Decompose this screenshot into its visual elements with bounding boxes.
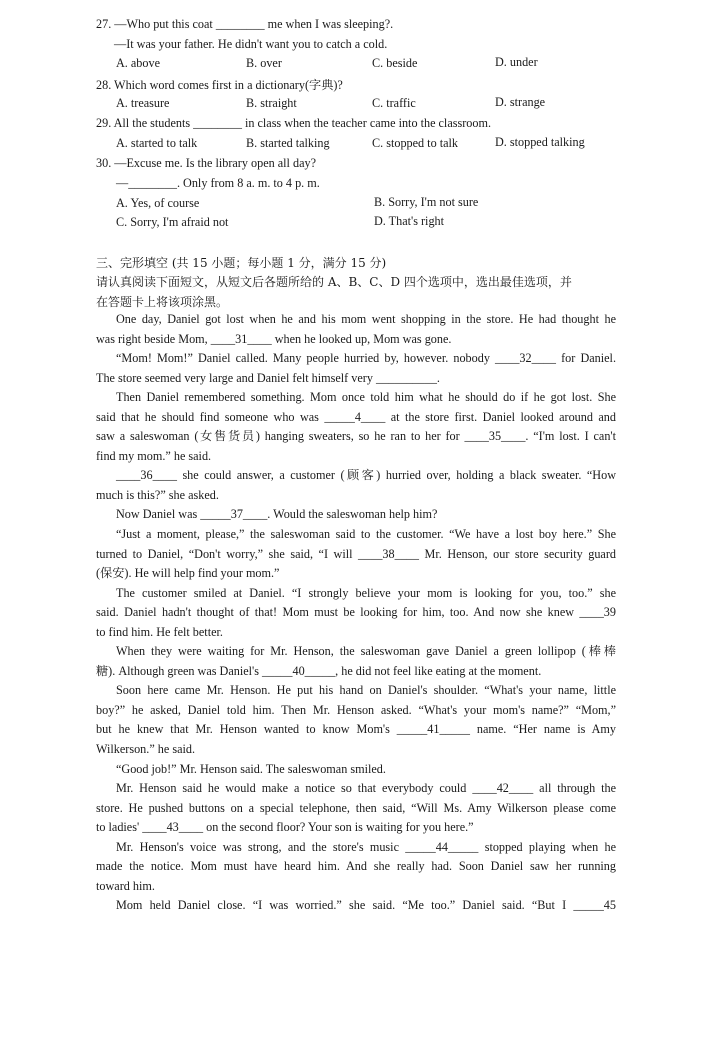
passage-line: store. He pushed buttons on a special telephone, then said, “Will Ms. Amy Wilkerson please come — [96, 800, 616, 815]
question-28-option-d: D. strange — [495, 95, 546, 109]
passage-line: Mom held Daniel close. “I was worried.” she said. “Me too.” Daniel said. “But I _____45 — [116, 898, 616, 913]
passage-line: boy?” he asked, Daniel told him. Then Mr. Henson asked. “What's your mom's name?” “Mom,” — [96, 702, 616, 717]
section-instructions-line-2: 在答题卡上将该项涂黑。 — [96, 295, 229, 309]
passage-line: One day, Daniel got lost when he and his mom went shopping in the store. He had thought he — [116, 312, 616, 326]
question-27-option-c: C. beside — [372, 56, 418, 70]
passage-line: When they were waiting for Mr. Henson, the saleswoman gave Daniel a green lollipop (棒棒 — [116, 644, 616, 659]
question-30-stem: 30. —Excuse me. Is the library open all day? — [96, 156, 316, 170]
question-29-option-a: A. started to talk — [116, 136, 198, 150]
passage-line: Mr. Henson said he would make a notice so that everybody could ____42____ all through the — [116, 781, 616, 796]
passage-line: much is this?” she asked. — [96, 487, 219, 502]
passage-line: saw a saleswoman (女售货员) hanging sweaters, so he ran to her for ____35____. “I'm lost. I can't — [96, 429, 616, 444]
passage-line: Then Daniel remembered something. Mom once told him what he should do if he got lost. She — [116, 390, 616, 405]
passage-line: 糖). Although green was Daniel's _____40_____, he did not feel like eating at the moment. — [96, 663, 542, 678]
passage-line: Wilkerson.” he said. — [96, 742, 196, 757]
question-27-option-d: D. under — [495, 55, 538, 69]
question-30-option-d: D. That's right — [374, 214, 445, 228]
passage-line: The customer smiled at Daniel. “I strongly believe your mom is looking for you, too.” she — [116, 585, 616, 600]
section-title: 三、完形填空 (共 15 小题；每小题 1 分，满分 15 分) — [96, 256, 387, 270]
question-27-stem: 27. —Who put this coat ________ me when I was sleeping?. — [96, 17, 394, 31]
passage-line: said that he should find someone who was _____4____ at the store first. Daniel looked around and — [96, 409, 616, 424]
question-28-option-c: C. traffic — [372, 96, 416, 110]
question-30-option-c: C. Sorry, I'm afraid not — [116, 215, 229, 229]
passage-line: The store seemed very large and Daniel felt himself very __________. — [96, 370, 440, 385]
passage-line: “Just a moment, please,” the saleswoman said to the customer. “We have a lost boy here.” She — [116, 527, 616, 542]
question-28-option-b: B. straight — [246, 96, 297, 110]
passage-line: Now Daniel was _____37____. Would the saleswoman help him? — [116, 507, 438, 522]
passage-line: Soon here came Mr. Henson. He put his hand on Daniel's shoulder. “What's your name, little — [116, 683, 616, 698]
question-30-option-a: A. Yes, of course — [116, 196, 200, 210]
passage-line: turned to Daniel, “Don't worry,” she said, “I will ____38____ Mr. Henson, our store security guard — [96, 546, 616, 561]
passage-line: “Mom! Mom!” Daniel called. Many people hurried by, however. nobody ____32____ for Daniel. — [116, 351, 616, 366]
question-29-option-c: C. stopped to talk — [372, 136, 458, 150]
question-27-reply: —It was your father. He didn't want you to catch a cold. — [114, 37, 388, 51]
section-instructions-line-1: 请认真阅读下面短文，从短文后各题所给的 A、B、C、D 四个选项中，选出最佳选项，并 — [96, 275, 572, 289]
passage-line: “Good job!” Mr. Henson said. The saleswoman smiled. — [116, 761, 386, 776]
passage-line: was right beside Mom, ____31____ when he looked up, Mom was gone. — [96, 331, 452, 346]
passage-line: made the notice. Mom must have heard him. And she really had. Soon Daniel saw her running — [96, 859, 616, 874]
passage-line: to ladies' ____43____ on the second floor? Your son is waiting for you here.” — [96, 820, 474, 835]
passage — [96, 310, 616, 916]
question-30-reply: —________. Only from 8 a. m. to 4 p. m. — [116, 176, 320, 190]
question-27-option-b: B. over — [246, 56, 282, 70]
passage-line: Mr. Henson's voice was strong, and the store's music _____44_____ stopped playing when he — [116, 839, 616, 854]
passage-line: to find him. He felt better. — [96, 624, 223, 639]
passage-line: (保安). He will help find your mom.” — [96, 566, 280, 581]
question-28-stem: 28. Which word comes first in a dictionary(字典)? — [96, 78, 343, 92]
question-30-option-b: B. Sorry, I'm not sure — [374, 195, 479, 209]
question-27-option-a: A. above — [116, 56, 160, 70]
passage-line: but he knew that Mr. Henson wanted to know Mom's _____41_____ name. “Her name is Amy — [96, 722, 616, 737]
passage-line: ____36____ she could answer, a customer (顾客) hurried over, holding a black sweater. “How — [116, 468, 616, 483]
passage-line: find my mom.” he said. — [96, 448, 212, 463]
question-29-option-d: D. stopped talking — [495, 135, 585, 149]
question-29-stem: 29. All the students ________ in class when the teacher came into the classroom. — [96, 116, 491, 130]
question-28-option-a: A. treasure — [116, 96, 170, 110]
question-29-option-b: B. started talking — [246, 136, 330, 150]
passage-line: said. Daniel hadn't thought of that! Mom must be looking for him, too. And now she knew ____39 — [96, 605, 616, 620]
passage-line: toward him. — [96, 878, 155, 893]
